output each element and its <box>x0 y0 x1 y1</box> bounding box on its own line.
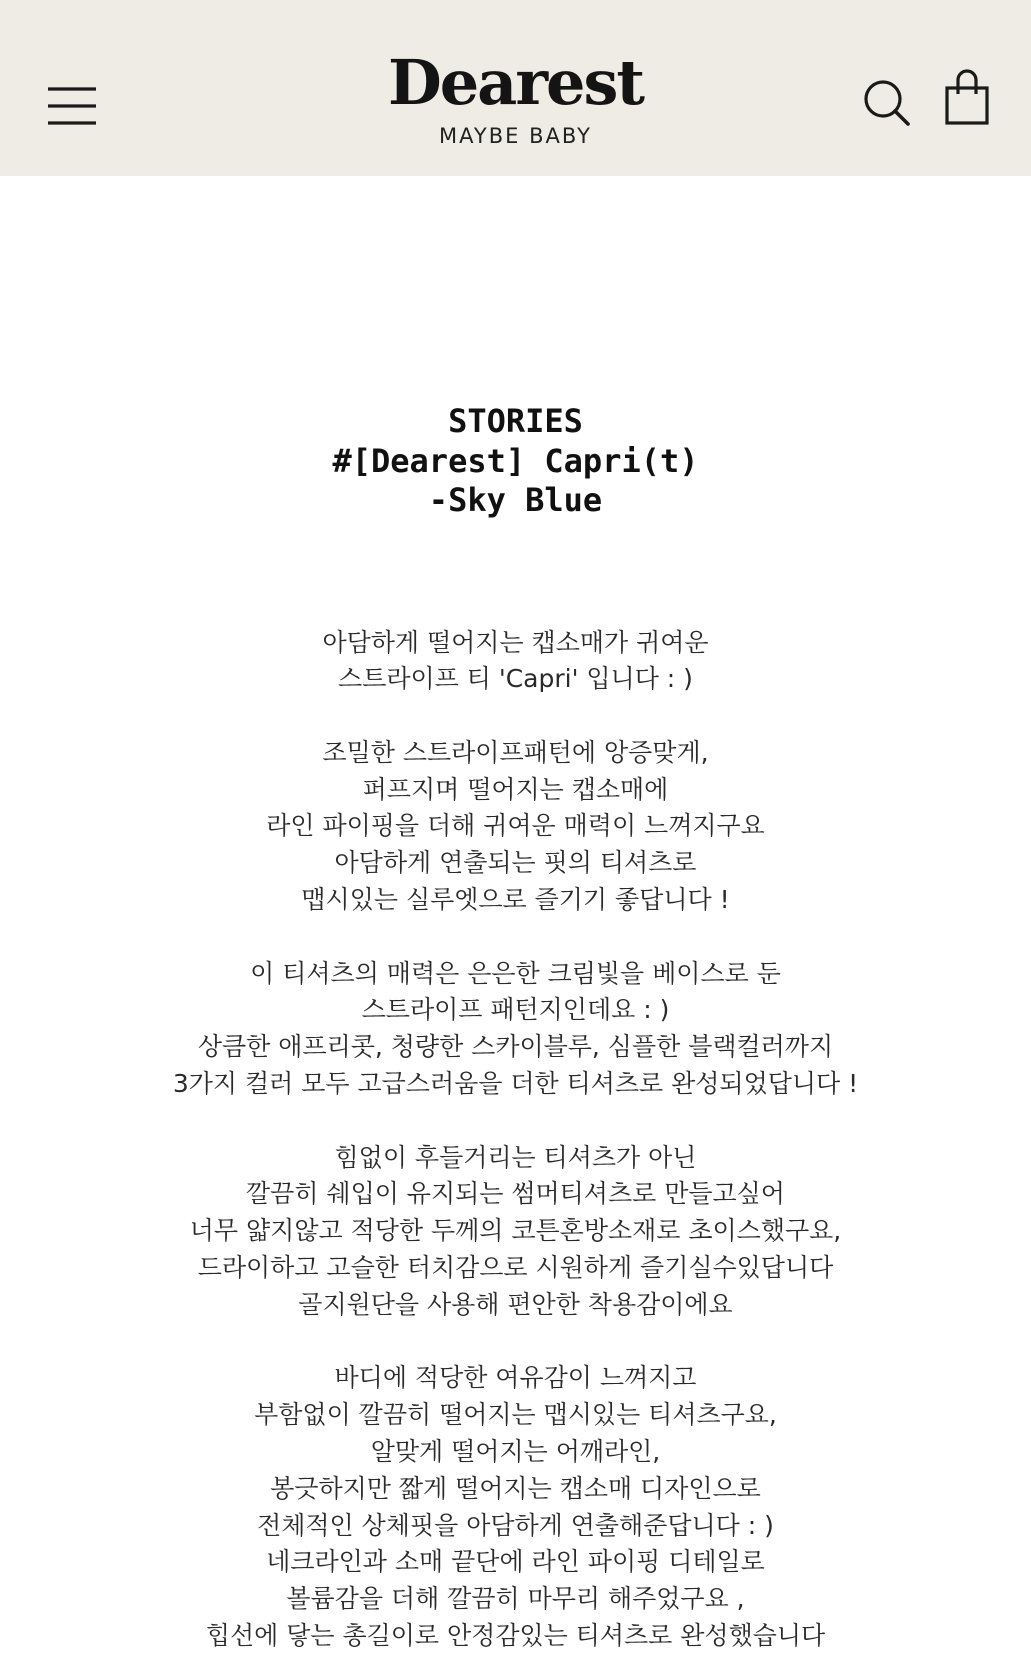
text-line: 이 티셔츠의 매력은 은은한 크림빛을 베이스로 둔 <box>250 958 781 988</box>
text-line: 힘없이 후들거리는 티셔츠가 아닌 <box>334 1142 697 1172</box>
text-line: 너무 얇지않고 적당한 두께의 코튼혼방소재로 초이스했구요, <box>189 1216 842 1246</box>
text-line: 힙선에 닿는 총길이로 안정감있는 티셔츠로 완성했습니다 <box>205 1621 826 1651</box>
text-line: 전체적인 상체핏을 아담하게 연출해준답니다 : ) <box>257 1510 774 1540</box>
paragraph-intro <box>0 625 1031 699</box>
brand-name: Dearest <box>387 46 644 119</box>
text-line: 퍼프지며 떨어지는 캡소매에 <box>362 774 669 804</box>
story-body <box>0 625 1031 1655</box>
text-line: 상큼한 애프리콧, 청량한 스카이블루, 심플한 블랙컬러까지 <box>197 1032 834 1062</box>
story-content <box>0 176 1031 1655</box>
text-line: 네크라인과 소매 끝단에 라인 파이핑 디테일로 <box>266 1547 765 1577</box>
title-line-1: STORIES <box>448 402 583 440</box>
text-line: 3가지 컬러 모두 고급스러움을 더한 티셔츠로 완성되었답니다 ! <box>172 1069 859 1099</box>
text-line: 볼륨감을 더해 깔끔히 마무리 해주었구요 , <box>286 1584 745 1614</box>
text-line: 아담하게 연출되는 핏의 티셔츠로 <box>334 848 697 878</box>
text-line: 라인 파이핑을 더해 귀여운 매력이 느껴지구요 <box>266 811 765 841</box>
shopping-bag-icon <box>944 68 990 126</box>
text-line: 골지원단을 사용해 편안한 착용감이에요 <box>298 1289 733 1319</box>
title-line-2: #[Dearest] Capri(t) <box>332 441 699 480</box>
text-line: 깔끔히 쉐입이 유지되는 썸머티셔츠로 만들고싶어 <box>246 1179 785 1209</box>
site-header <box>0 0 1031 176</box>
search-icon <box>862 78 912 128</box>
search-button[interactable] <box>862 78 912 128</box>
paragraph-fit <box>0 1360 1031 1654</box>
paragraph-colors <box>0 956 1031 1103</box>
text-line: 알맞게 떨어지는 어깨라인, <box>370 1437 661 1467</box>
text-line: 조밀한 스트라이프패턴에 앙증맞게, <box>322 737 709 767</box>
text-line: 봉긋하지만 짧게 떨어지는 캡소매 디자인으로 <box>270 1473 761 1503</box>
paragraph-fabric <box>0 1140 1031 1324</box>
text-line: 드라이하고 고슬한 터치감으로 시원하게 즐기실수있답니다 <box>197 1253 834 1283</box>
cart-button[interactable] <box>944 68 990 126</box>
story-title <box>0 176 1031 521</box>
text-line: 바디에 적당한 여유감이 느껴지고 <box>334 1363 697 1393</box>
text-line: 부함없이 깔끔히 떨어지는 맵시있는 티셔츠구요, <box>254 1400 777 1430</box>
text-line: 스트라이프 티 'Capri' 입니다 : ) <box>338 664 693 694</box>
text-line: 스트라이프 패턴지인데요 : ) <box>361 995 670 1025</box>
brand-tagline: MAYBE BABY <box>439 124 592 148</box>
text-line: 아담하게 떨어지는 캡소매가 귀여운 <box>322 627 709 657</box>
paragraph-design <box>0 735 1031 919</box>
title-line-3: -Sky Blue <box>428 481 603 519</box>
text-line: 맵시있는 실루엣으로 즐기기 좋답니다 ! <box>301 885 730 915</box>
